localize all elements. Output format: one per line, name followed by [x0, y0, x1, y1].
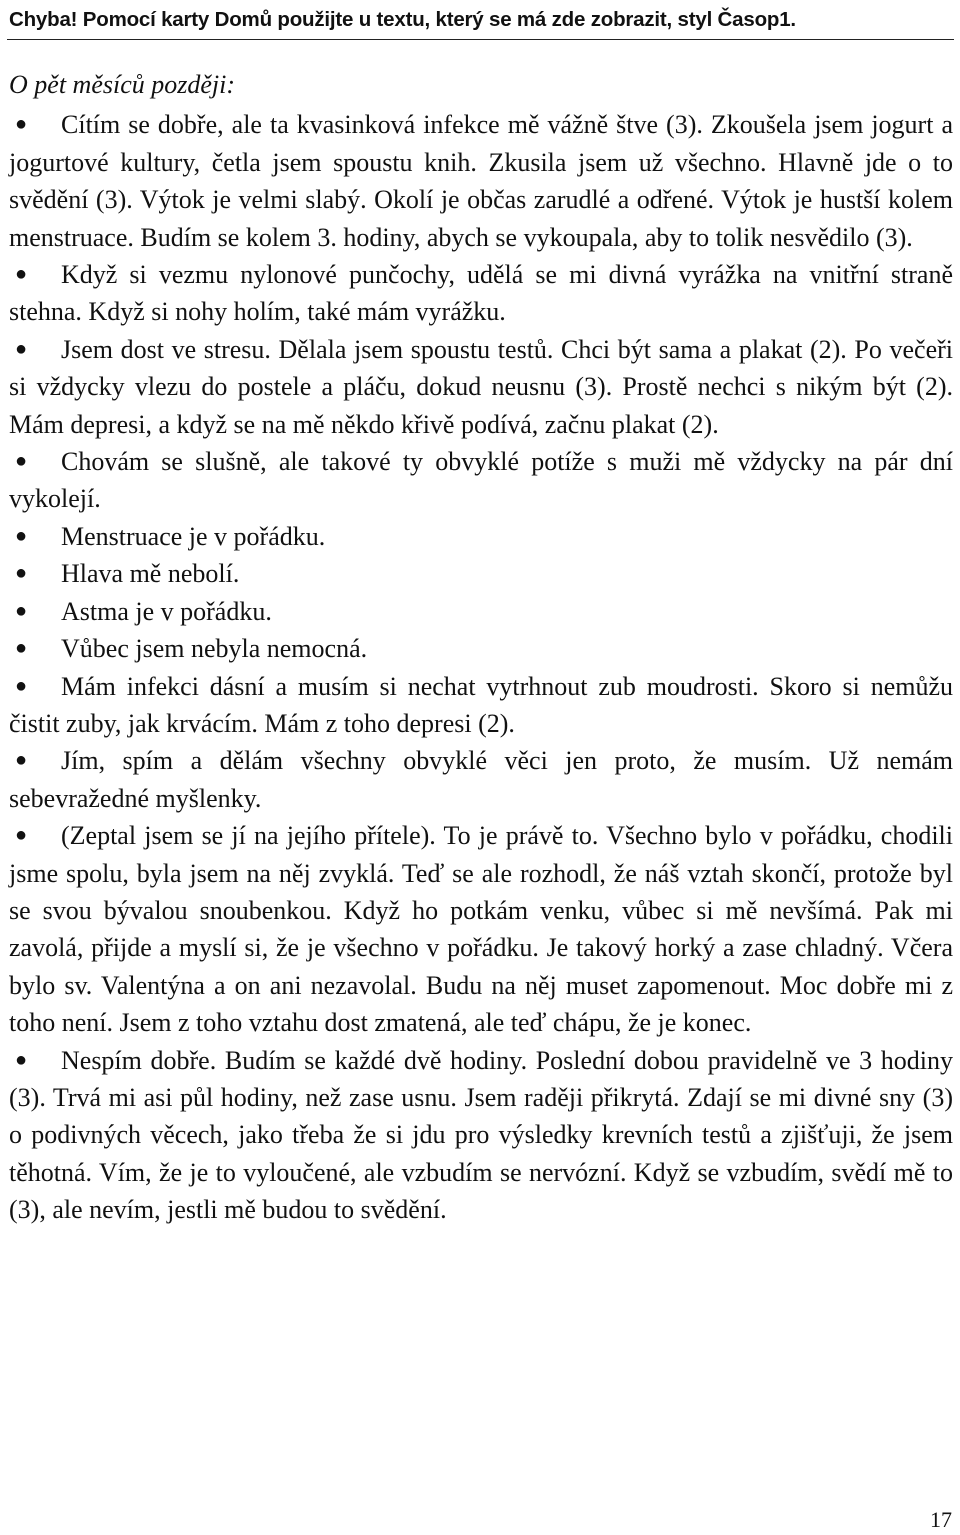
bullet-icon: ● [15, 263, 28, 286]
list-item [9, 106, 953, 256]
list-item-text: Vůbec jsem nebyla nemocná. [61, 634, 368, 664]
list-item-text: Jsem dost ve stresu. Dělala jsem spoustu testů. Chci být sama a plakat (2). Po večeři si vždycky vlezu do postele a pláču, dokud neusnu (3). Prostě nechci s nikým být (2). Mám depresi, a když se na mě někdo křivě podívá, začnu plakat (2). [9, 334, 953, 439]
list-item-text: Cítím se dobře, ale ta kvasinková infekce mě vážně štve (3). Zkoušela jsem jogurt a jogurtové kultury, četla jsem spoustu knih. Zkusila jsem už všechno. Hlavně jde o to svědění (3). Výtok je velmi slabý. Okolí je občas zarudlé a odřené. Výtok je hustší kolem menstruace. Budím se kolem 3. hodiny, abych se vykoupala, aby to tolik nesvědilo (3). [9, 110, 953, 252]
bullet-icon: ● [15, 450, 28, 473]
bullet-icon: ● [15, 337, 28, 360]
bullet-icon: ● [15, 524, 28, 547]
bullet-icon: ● [15, 749, 28, 772]
list-item [9, 668, 953, 743]
list-item [9, 742, 953, 817]
page-header: Chyba! Pomocí karty Domů použijte u textu, který se má zde zobrazit, styl Časop1. [9, 8, 796, 31]
bullet-list [9, 106, 953, 1228]
list-item [9, 555, 953, 592]
bullet-icon: ● [15, 824, 28, 847]
list-item [9, 443, 953, 518]
list-item [9, 331, 953, 443]
list-item-text: Jím, spím a dělám všechny obvyklé věci jen proto, že musím. Už nemám sebevražedné myšlenky. [9, 746, 953, 813]
list-item-text: Chovám se slušně, ale takové ty obvyklé potíže s muži mě vždycky na pár dní vykolejí. [9, 447, 953, 514]
bullet-icon: ● [15, 674, 28, 697]
list-item [9, 518, 953, 555]
list-item [9, 630, 953, 667]
list-item [9, 1042, 953, 1229]
bullet-icon: ● [15, 562, 28, 585]
bullet-icon: ● [15, 1048, 28, 1071]
list-item-text: Nespím dobře. Budím se každé dvě hodiny. Poslední dobou pravidelně ve 3 hodiny (3). Trvá mi asi půl hodiny, než zase usnu. Jsem raději přikrytá. Zdají se mi divné sny (3) o podivných věcech, jako třeba že si jdu pro výsledky krevních testů a zjišťuji, že jsem těhotná. Vím, že je to vyloučené, ale vzbudím se nervózní. Když se vzbudím, svědí mě to (3), ale nevím, jestli mě budou to svědění. [9, 1045, 953, 1225]
list-item-text: Menstruace je v pořádku. [61, 521, 326, 551]
bullet-icon: ● [15, 637, 28, 660]
list-item-text: Astma je v pořádku. [61, 596, 272, 626]
page-number: 17 [930, 1507, 952, 1532]
list-item-text: Mám infekci dásní a musím si nechat vytrhnout zub moudrosti. Skoro si nemůžu čistit zuby, jak krvácím. Mám z toho depresi (2). [9, 671, 953, 738]
list-item-text: (Zeptal jsem se jí na jejího přítele). To je právě to. Všechno bylo v pořádku, chodili jsme spolu, byla jsem na něj zvyklá. Teď se ale rozhodl, že náš vztah skončí, protože byl se svou bývalou snoubenkou. Když ho potkám venku, vůbec si mě nevšímá. Pak mi zavolá, přijde a myslí si, že je všechno v pořádku. Je takový horký a zase chladný. Včera bylo sv. Valentýna a on ani nezavolal. Budu na něj muset zapomenout. Moc dobře mi z toho není. Jsem z toho vztahu dost zmatená, ale teď chápu, že je konec. [9, 821, 953, 1038]
bullet-icon: ● [15, 599, 28, 622]
header-divider [7, 39, 954, 40]
list-item-text: Hlava mě nebolí. [61, 559, 240, 589]
bullet-icon: ● [15, 113, 28, 136]
intro-heading: O pět měsíců později: [9, 70, 236, 99]
list-item [9, 256, 953, 331]
list-item [9, 817, 953, 1041]
list-item-text: Když si vezmu nylonové punčochy, udělá se mi divná vyrážka na vnitřní straně stehna. Když si nohy holím, také mám vyrážku. [9, 260, 953, 327]
document-body [9, 66, 953, 1229]
list-item [9, 593, 953, 630]
